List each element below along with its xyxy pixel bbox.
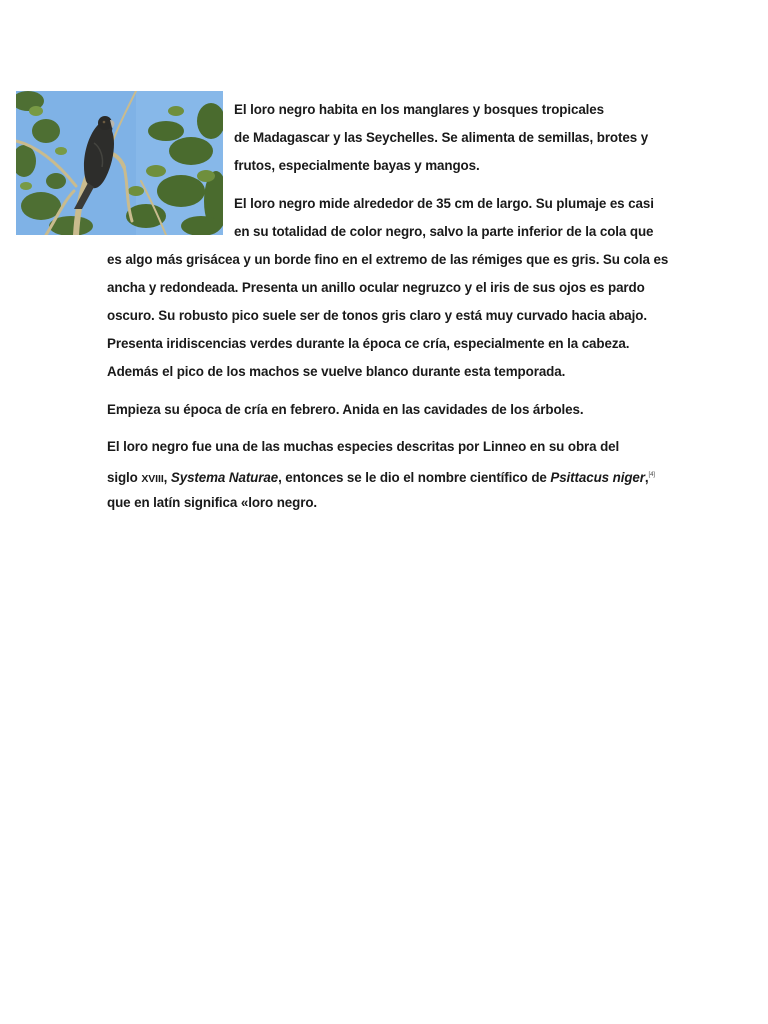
parrot-photo-icon [16, 91, 223, 235]
paragraph-4-line-3: que en latín significa «loro negro. [107, 495, 318, 510]
work-title: Systema Naturae [170, 470, 279, 485]
paragraph-1-line-3: frutos, especialmente bayas y mangos. [234, 158, 480, 173]
reference-link[interactable]: [4] [648, 472, 655, 478]
text-segment: , [163, 470, 171, 485]
paragraph-2-line-3: es algo más grisácea y un borde fino en el extremo de las rémiges que es gris. Su cola es [107, 252, 669, 267]
paragraph-4-line-2 [107, 467, 655, 487]
century-numeral: XVIII [141, 473, 164, 485]
paragraph-2-line-7: Además el pico de los machos se vuelve blanco durante esta temporada. [107, 364, 566, 379]
paragraph-1-line-1: El loro negro habita en los manglares y bosques tropicales [234, 102, 604, 117]
text-segment: , entonces se le dio el nombre científico de [278, 470, 551, 485]
text-segment: siglo [107, 470, 142, 485]
paragraph-2-line-1: El loro negro mide alrededor de 35 cm de largo. Su plumaje es casi [234, 196, 654, 211]
paragraph-2-line-6: Presenta iridiscencias verdes durante la época ce cría, especialmente en la cabeza. [107, 336, 630, 351]
species-name: Psittacus niger [550, 470, 645, 485]
paragraph-2-line-2: en su totalidad de color negro, salvo la parte inferior de la cola que [234, 224, 654, 239]
paragraph-2-line-4: ancha y redondeada. Presenta un anillo ocular negruzco y el iris de sus ojos es pardo [107, 280, 645, 295]
parrot-photo [16, 91, 223, 235]
paragraph-2-line-5: oscuro. Su robusto pico suele ser de tonos gris claro y está muy curvado hacia abajo. [107, 308, 647, 323]
paragraph-4-line-1: El loro negro fue una de las muchas especies descritas por Linneo en su obra del [107, 439, 620, 454]
paragraph-3-line-1: Empieza su época de cría en febrero. Anida en las cavidades de los árboles. [107, 402, 584, 417]
text-segment: , [644, 470, 649, 485]
paragraph-1-line-2: de Madagascar y las Seychelles. Se alimenta de semillas, brotes y [234, 130, 649, 145]
